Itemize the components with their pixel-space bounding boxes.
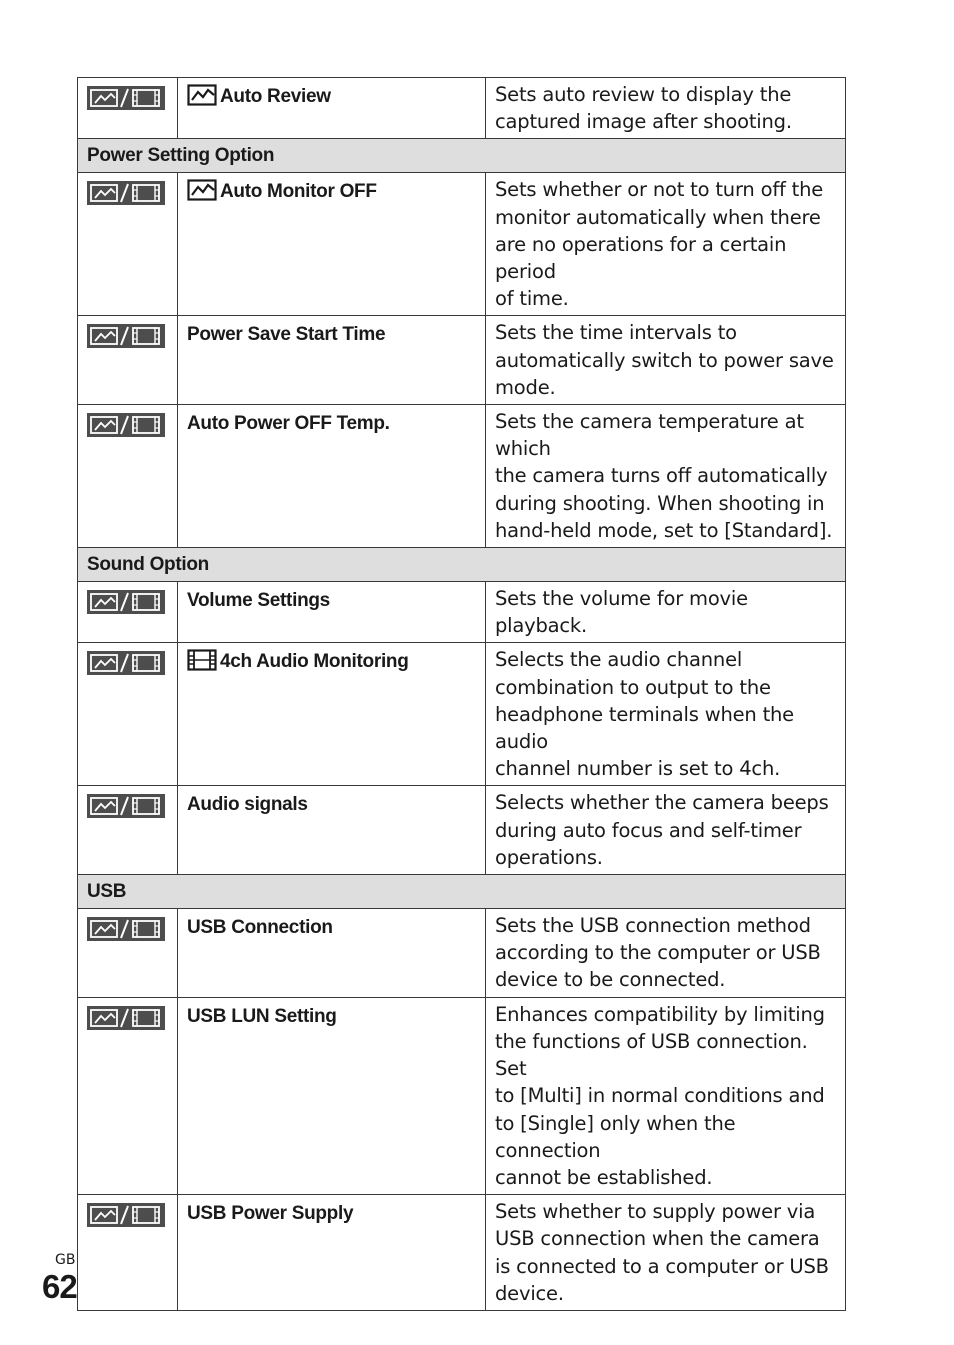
description-line: Sets the camera temperature at which	[495, 410, 804, 461]
setting-description	[486, 909, 846, 998]
mode-cell	[78, 909, 178, 998]
still-and-movie-mode-icon	[87, 181, 165, 205]
setting-name: Audio signals	[187, 794, 308, 816]
setting-name-cell	[178, 78, 486, 139]
description-line: the camera turns off automatically	[495, 464, 828, 488]
table-row	[78, 316, 846, 405]
section-header-row	[78, 875, 846, 909]
mode-cell	[78, 786, 178, 875]
setting-name: Volume Settings	[187, 590, 330, 612]
description-line: device to be connected.	[495, 968, 726, 992]
section-title: Power Setting Option	[78, 139, 846, 173]
description-line: Sets auto review to display the	[495, 83, 792, 106]
table-row	[78, 582, 846, 643]
description-line: combination to output to the	[495, 675, 771, 699]
setting-name: 4ch Audio Monitoring	[220, 651, 409, 673]
setting-description	[486, 405, 846, 548]
setting-name: USB Power Supply	[187, 1203, 354, 1225]
movie-film-icon	[187, 649, 217, 679]
setting-name-cell	[178, 173, 486, 316]
description-line: headphone terminals when the audio	[495, 702, 794, 754]
setting-description	[486, 173, 846, 316]
description-line: Selects the audio channel	[495, 648, 743, 672]
settings-table-body	[78, 78, 846, 1311]
mode-cell	[78, 173, 178, 316]
setting-description	[486, 997, 846, 1194]
section-title: Sound Option	[78, 548, 846, 582]
description-line: cannot be established.	[495, 1165, 713, 1189]
setting-description	[486, 786, 846, 875]
table-row	[78, 78, 846, 139]
setting-description	[486, 316, 846, 405]
setting-name-cell	[178, 909, 486, 998]
setting-name-cell	[178, 405, 486, 548]
still-and-movie-mode-icon	[87, 1006, 165, 1030]
still-and-movie-mode-icon	[87, 413, 165, 437]
setting-name: Power Save Start Time	[187, 324, 386, 346]
mode-cell	[78, 643, 178, 786]
description-line: according to the computer or USB	[495, 941, 821, 965]
description-line: mode.	[495, 375, 556, 399]
setting-name: Auto Review	[220, 86, 331, 107]
description-line: during shooting. When shooting in	[495, 491, 825, 515]
setting-description	[486, 1195, 846, 1311]
still-and-movie-mode-icon	[87, 324, 165, 348]
still-image-icon	[187, 179, 217, 209]
still-and-movie-mode-icon	[87, 86, 165, 110]
still-and-movie-mode-icon	[87, 794, 165, 818]
description-line: Sets the USB connection method	[495, 914, 811, 938]
description-line: USB connection when the camera	[495, 1227, 820, 1251]
description-line: Sets the volume for movie playback.	[495, 587, 748, 638]
setting-name: USB Connection	[187, 917, 333, 939]
section-title: USB	[78, 875, 846, 909]
still-and-movie-mode-icon	[87, 651, 165, 675]
setting-name-cell	[178, 1195, 486, 1311]
table-row	[78, 173, 846, 316]
description-line: Enhances compatibility by limiting	[495, 1002, 825, 1026]
settings-table	[77, 77, 846, 1311]
table-row	[78, 786, 846, 875]
table-row	[78, 997, 846, 1194]
mode-cell	[78, 582, 178, 643]
still-and-movie-mode-icon	[87, 917, 165, 941]
mode-cell	[78, 316, 178, 405]
description-line: device.	[495, 1281, 564, 1305]
description-line: automatically switch to power save	[495, 348, 834, 372]
setting-name: Auto Monitor OFF	[220, 181, 377, 203]
section-header-row	[78, 548, 846, 582]
setting-name-cell	[178, 316, 486, 405]
description-line: channel number is set to 4ch.	[495, 757, 781, 781]
description-line: Sets whether to supply power via	[495, 1200, 816, 1224]
still-and-movie-mode-icon	[87, 590, 165, 614]
mode-cell	[78, 1195, 178, 1311]
description-line: monitor automatically when there	[495, 205, 821, 229]
description-line: Sets whether or not to turn off the	[495, 178, 824, 202]
setting-name-cell	[178, 786, 486, 875]
table-row	[78, 405, 846, 548]
section-header-row	[78, 139, 846, 173]
description-line: are no operations for a certain period	[495, 232, 787, 284]
page-number: 62	[42, 1268, 77, 1305]
description-line: to [Multi] in normal conditions and	[495, 1084, 825, 1108]
description-line: is connected to a computer or USB	[495, 1254, 829, 1278]
description-line: Selects whether the camera beeps	[495, 791, 829, 815]
setting-name-cell	[178, 582, 486, 643]
setting-name: Auto Power OFF Temp.	[187, 413, 390, 435]
description-line: of time.	[495, 287, 569, 311]
table-row	[78, 909, 846, 998]
mode-cell	[78, 78, 178, 139]
description-line: Sets the time intervals to	[495, 321, 737, 345]
description-line: operations.	[495, 845, 603, 869]
description-line: captured image after shooting.	[495, 110, 792, 134]
table-row	[78, 1195, 846, 1311]
mode-cell	[78, 997, 178, 1194]
setting-name-cell	[178, 997, 486, 1194]
setting-description	[486, 643, 846, 786]
setting-description	[486, 582, 846, 643]
setting-description	[486, 78, 846, 139]
table-row	[78, 643, 846, 786]
setting-name-cell	[178, 643, 486, 786]
description-line: the functions of USB connection. Set	[495, 1029, 808, 1081]
still-image-icon	[187, 84, 217, 114]
description-line: hand-held mode, set to [Standard].	[495, 518, 833, 542]
description-line: during auto focus and self-timer	[495, 818, 802, 842]
region-code: GB	[55, 1252, 76, 1268]
still-and-movie-mode-icon	[87, 1203, 165, 1227]
setting-name: USB LUN Setting	[187, 1005, 337, 1027]
description-line: to [Single] only when the connection	[495, 1111, 736, 1162]
mode-cell	[78, 405, 178, 548]
